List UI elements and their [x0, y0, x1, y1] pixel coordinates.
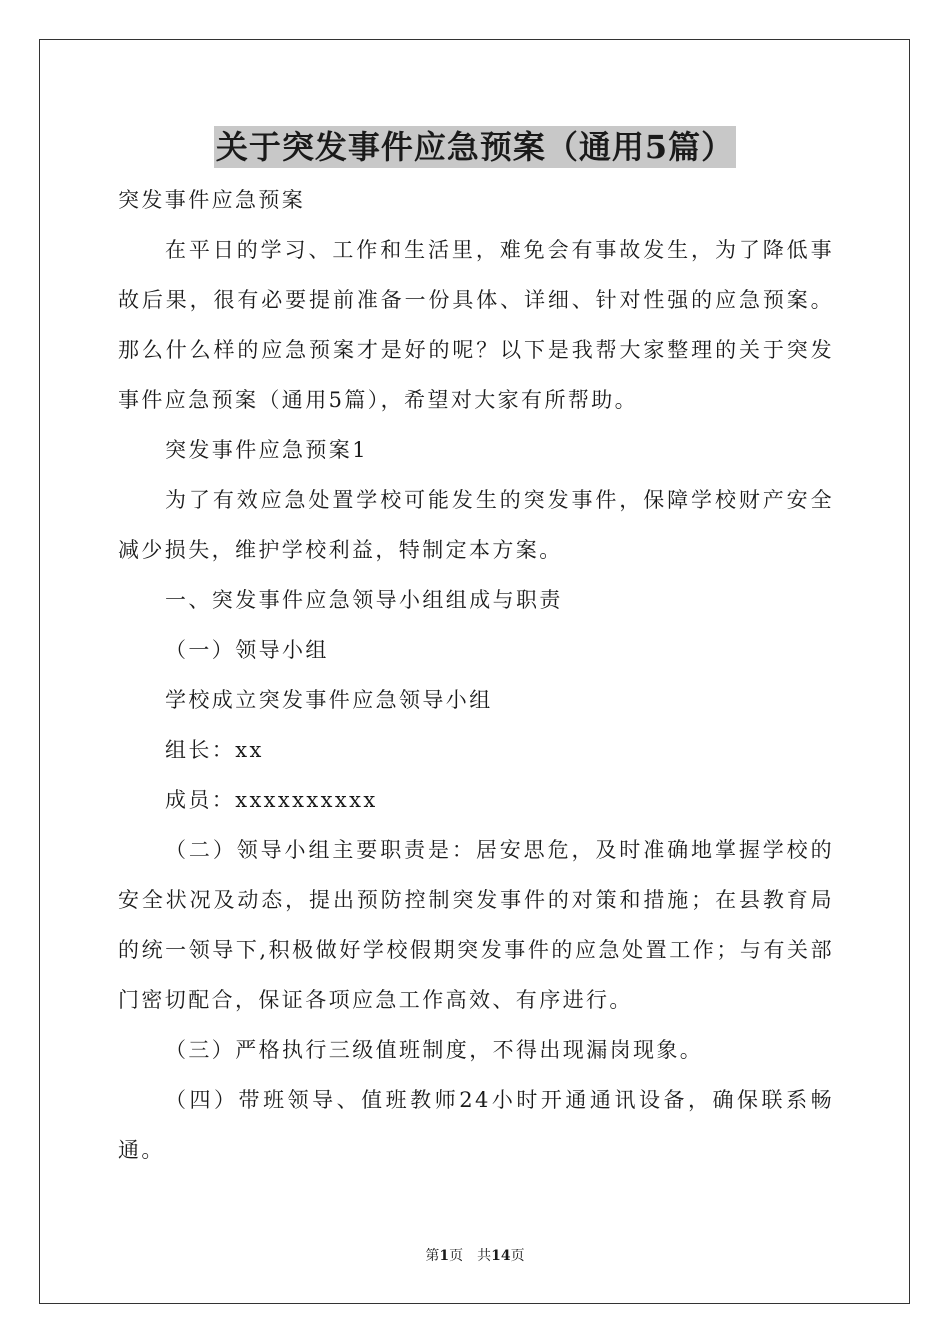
paragraph: 突发事件应急预案: [118, 188, 306, 212]
page-prefix: 第: [425, 1248, 440, 1264]
page-suffix: 页: [510, 1248, 525, 1264]
page-mid: 页 共: [449, 1248, 492, 1264]
paragraph: （二）领导小组主要职责是：居安思危，及时准确地掌握学校的安全状况及动态，提出预防控制突发事件的对策和措施；在县教育局的统一领导下,积极做好学校假期突发事件的应急处置工作；与有关部门密切配合，保证各项应急工作高效、有序进行。: [118, 838, 834, 1012]
section-heading: 一、突发事件应急领导小组组成与职责: [165, 588, 563, 612]
paragraph: 成员：xxxxxxxxxx: [165, 788, 378, 812]
paragraph: （三）严格执行三级值班制度，不得出现漏岗现象。: [165, 1038, 704, 1062]
section-heading: 突发事件应急预案1: [165, 438, 368, 462]
current-page-number: 1: [439, 1248, 450, 1264]
paragraph: （四）带班领导、值班教师24小时开通通讯设备，确保联系畅通。: [118, 1088, 834, 1162]
document-body: [118, 175, 834, 1175]
paragraph: 在平日的学习、工作和生活里，难免会有事故发生，为了降低事故后果，很有必要提前准备一份具体、详细、针对性强的应急预案。那么什么样的应急预案才是好的呢？以下是我帮大家整理的关于突发事件应急预案（通用5篇），希望对大家有所帮助。: [118, 238, 834, 412]
document-title: 关于突发事件应急预案（通用5篇）: [215, 128, 735, 166]
title-container: [0, 126, 950, 168]
paragraph: 学校成立突发事件应急领导小组: [165, 688, 493, 712]
page-footer: [0, 1246, 950, 1266]
paragraph: 为了有效应急处置学校可能发生的突发事件，保障学校财产安全减少损失，维护学校利益，特制定本方案。: [118, 488, 834, 562]
paragraph: 组长：xx: [165, 738, 264, 762]
subsection-heading: （一）领导小组: [165, 638, 329, 662]
total-page-number: 14: [491, 1248, 511, 1264]
